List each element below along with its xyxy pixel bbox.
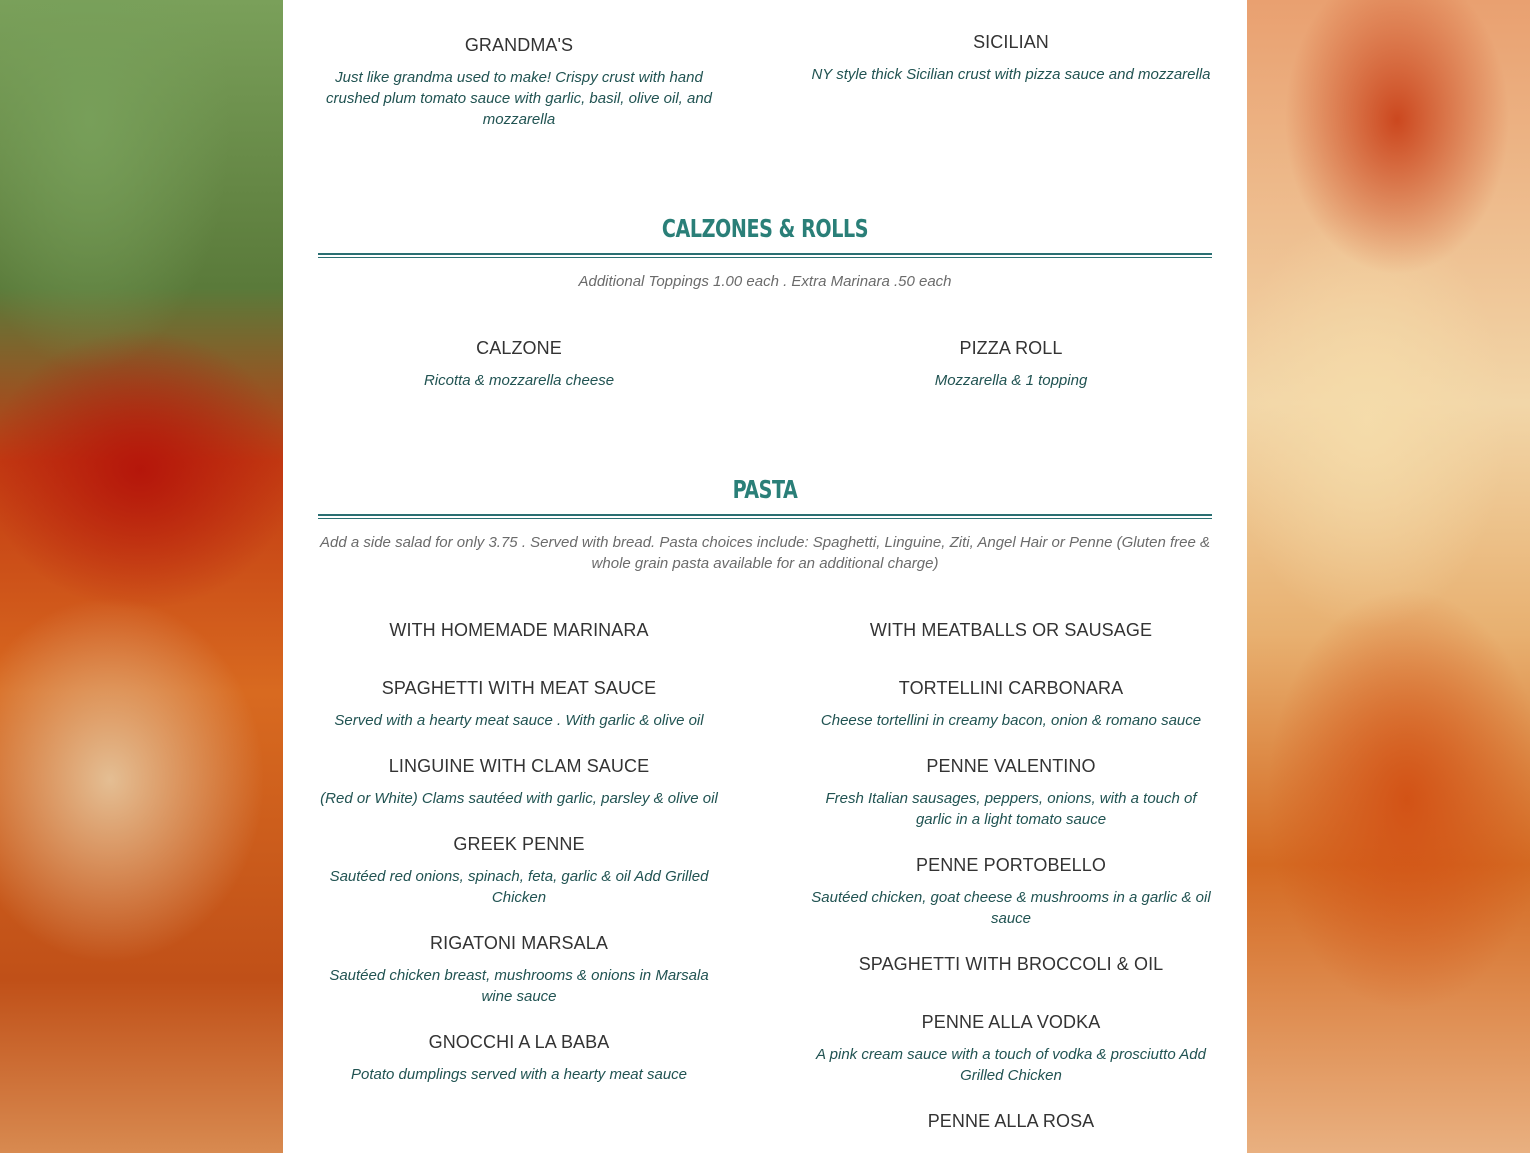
- item-name: TORTELLINI CARBONARA: [898, 678, 1124, 698]
- section-note: Add a side salad for only 3.75 . Served with bread. Pasta choices include: Spaghetti, Linguine, Ziti, Angel Hair or Penne (Gluten free & whole grain pasta available for an additional charge): [320, 534, 1210, 572]
- menu-item-calzone: [318, 337, 720, 391]
- pasta-grid: [318, 619, 1212, 1153]
- item-description: NY style thick Sicilian crust with pizza sauce and mozzarella: [811, 66, 1211, 83]
- item-description: Served with a hearty meat sauce . With garlic & olive oil: [334, 712, 704, 729]
- section-title: PASTA: [732, 475, 798, 504]
- section-divider: [318, 514, 1212, 519]
- menu-item: [318, 619, 720, 641]
- item-name: GRANDMA'S: [464, 35, 574, 55]
- item-description: Sautéed chicken, goat cheese & mushrooms in a garlic & oil sauce: [811, 889, 1211, 927]
- item-name: SPAGHETTI WITH MEAT SAUCE: [381, 678, 657, 698]
- item-name: GNOCCHI A LA BABA: [428, 1032, 610, 1052]
- section-divider: [318, 253, 1212, 258]
- item-description: A pink cream sauce with a touch of vodka & prosciutto Add Grilled Chicken: [816, 1046, 1206, 1084]
- item-name: LINGUINE WITH CLAM SAUCE: [388, 756, 650, 776]
- section-note: Additional Toppings 1.00 each . Extra Marinara .50 each: [578, 273, 952, 290]
- pasta-right-column: [810, 619, 1212, 1153]
- menu-item: [810, 953, 1212, 975]
- item-name: PENNE ALLA VODKA: [921, 1012, 1101, 1032]
- item-name: PENNE VALENTINO: [926, 756, 1096, 776]
- menu-page: [283, 0, 1247, 1153]
- item-name: RIGATONI MARSALA: [430, 933, 608, 953]
- menu-item: [810, 755, 1212, 830]
- menu-item: [318, 833, 720, 908]
- item-name: PIZZA ROLL: [959, 338, 1063, 358]
- menu-item-grandmas: [318, 34, 720, 130]
- section-title: CALZONES & ROLLS: [661, 214, 869, 243]
- item-description: Potato dumplings served with a hearty meat sauce: [350, 1066, 687, 1083]
- item-description: Sautéed chicken breast, mushrooms & onions in Marsala wine sauce: [329, 967, 709, 1005]
- menu-item: [810, 619, 1212, 641]
- menu-item: [810, 677, 1212, 731]
- calzones-row: [318, 337, 1212, 391]
- item-name: PENNE PORTOBELLO: [915, 855, 1106, 875]
- menu-item: [318, 1031, 720, 1085]
- section-pasta: [318, 475, 1212, 574]
- menu-item-sicilian: [810, 31, 1212, 130]
- menu-item: [318, 677, 720, 731]
- item-name: WITH HOMEMADE MARINARA: [389, 620, 649, 640]
- item-name: SICILIAN: [973, 32, 1049, 52]
- item-name: WITH MEATBALLS OR SAUSAGE: [869, 620, 1153, 640]
- item-name: GREEK PENNE: [453, 834, 585, 854]
- menu-item: [318, 755, 720, 809]
- pizza-styles-row: [318, 34, 1212, 130]
- menu-item-pizza-roll: [810, 337, 1212, 391]
- item-description: Cheese tortellini in creamy bacon, onion & romano sauce: [820, 712, 1202, 729]
- item-name: CALZONE: [476, 338, 562, 358]
- menu-item: [810, 1011, 1212, 1086]
- item-description: Ricotta & mozzarella cheese: [423, 372, 615, 389]
- background-photo-right: [1247, 0, 1530, 1153]
- item-description: Sautéed red onions, spinach, feta, garlic & oil Add Grilled Chicken: [329, 868, 709, 906]
- item-description: Fresh Italian sausages, peppers, onions, with a touch of garlic in a light tomato sauce: [825, 790, 1197, 828]
- item-description: (Red or White) Clams sautéed with garlic, parsley & olive oil: [320, 790, 718, 807]
- item-name: PENNE ALLA ROSA: [927, 1111, 1095, 1131]
- menu-item: [318, 932, 720, 1007]
- item-description: Mozzarella & 1 topping: [934, 372, 1088, 389]
- section-calzones: [318, 214, 1212, 292]
- item-name: SPAGHETTI WITH BROCCOLI & OIL: [858, 954, 1164, 974]
- item-description: Just like grandma used to make! Crispy crust with hand crushed plum tomato sauce with garlic, basil, olive oil, and mozzarella: [325, 69, 713, 128]
- menu-item: [810, 1110, 1212, 1132]
- pasta-left-column: [318, 619, 720, 1153]
- menu-item: [810, 854, 1212, 929]
